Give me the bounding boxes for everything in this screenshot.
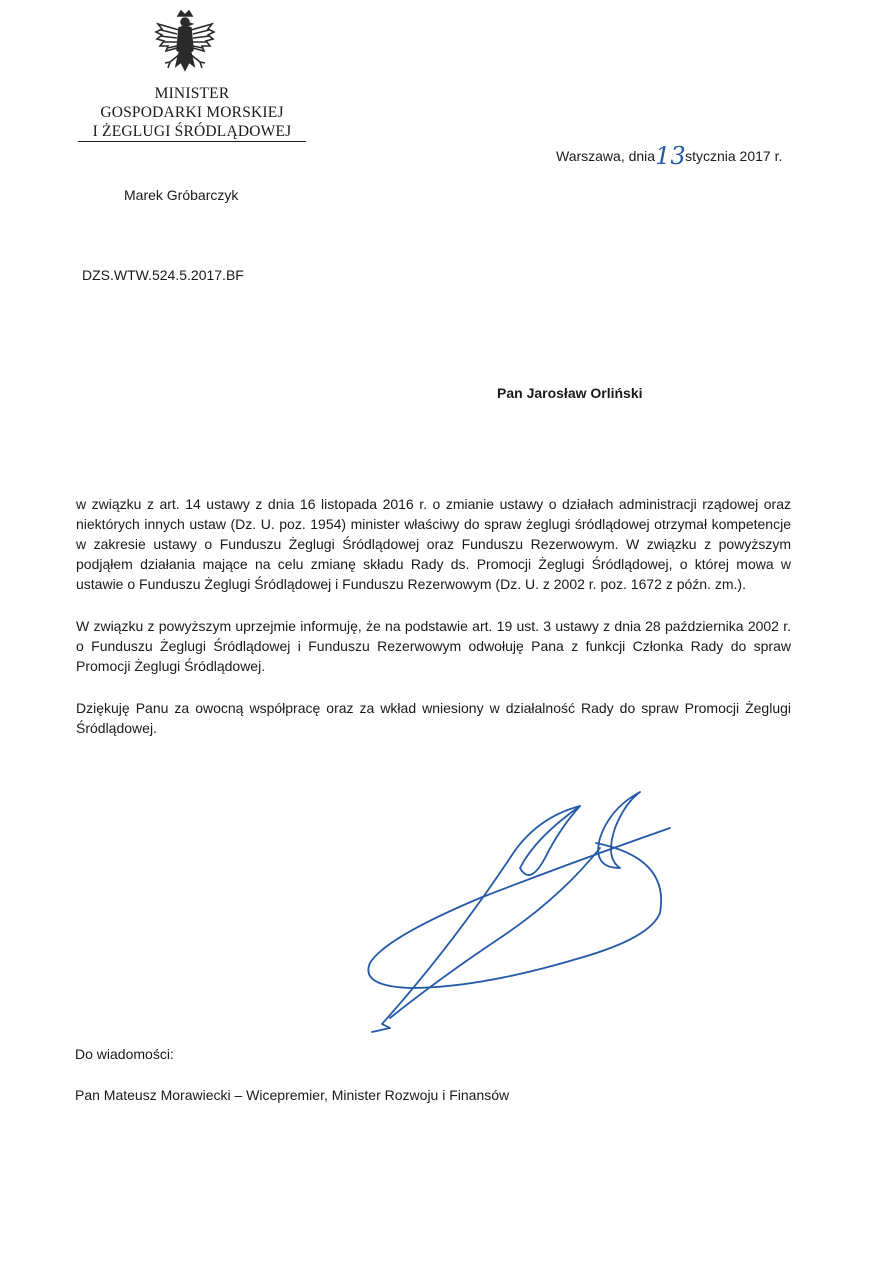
signature-icon: [360, 788, 680, 1038]
cc-heading: Do wiadomości:: [75, 1046, 174, 1062]
body-paragraph-3: Dziękuję Panu za owocną współpracę oraz za wkład wniesiony w działalność Rady do spraw Promocji Żeglugi Śródlądowej.: [76, 700, 791, 736]
letter-body: [76, 494, 791, 760]
body-paragraph-1: w związku z art. 14 ustawy z dnia 16 listopada 2016 r. o zmianie ustawy o działach administracji rządowej oraz niektórych innych ustaw (Dz. U. poz. 1954) minister właściwy do spraw żeglugi śródlądowej otrzymał kompetencje w zakresie ustawy o Funduszu Żeglugi Śródlądowej oraz Funduszu Rezerwowym. W związku z powyższym podjąłem działania mające na celu zmianę składu Rady ds. Promocji Żeglugi Śródlądowej, o której mowa w ustawie o Funduszu Żeglugi Śródlądowej i Funduszu Rezerwowym (Dz. U. z 2002 r. poz. 1672 z późn. zm.).: [76, 496, 791, 592]
masthead-line-2: GOSPODARKI MORSKIEJ: [100, 104, 284, 121]
masthead-line-3: I ŻEGLUGI ŚRÓDLĄDOWEJ: [92, 123, 292, 140]
date-suffix: stycznia 2017 r.: [685, 148, 783, 164]
date-day-handwritten: 13: [655, 142, 686, 170]
body-paragraph-2: W związku z powyższym uprzejmie informuję, że na podstawie art. 19 ust. 3 ustawy z dnia 28 października 2002 r. o Funduszu Żeglugi Śródlądowej i Funduszu Rezerwowym odwołuję Pana z funkcji Członka Rady do spraw Promocji Żeglugi Śródlądowej.: [76, 618, 791, 674]
date-prefix: Warszawa, dnia: [556, 148, 656, 164]
place-date-line: [556, 142, 783, 170]
eagle-emblem-icon: [152, 8, 218, 78]
ministry-masthead: [78, 84, 306, 141]
addressee-name: Pan Jarosław Orliński: [497, 385, 643, 401]
masthead-underline: [78, 141, 306, 142]
masthead-line-1: MINISTER: [154, 85, 230, 102]
reference-number: DZS.WTW.524.5.2017.BF: [82, 267, 244, 283]
sender-name: Marek Gróbarczyk: [124, 187, 239, 203]
cc-recipient: Pan Mateusz Morawiecki – Wicepremier, Minister Rozwoju i Finansów: [75, 1087, 510, 1103]
